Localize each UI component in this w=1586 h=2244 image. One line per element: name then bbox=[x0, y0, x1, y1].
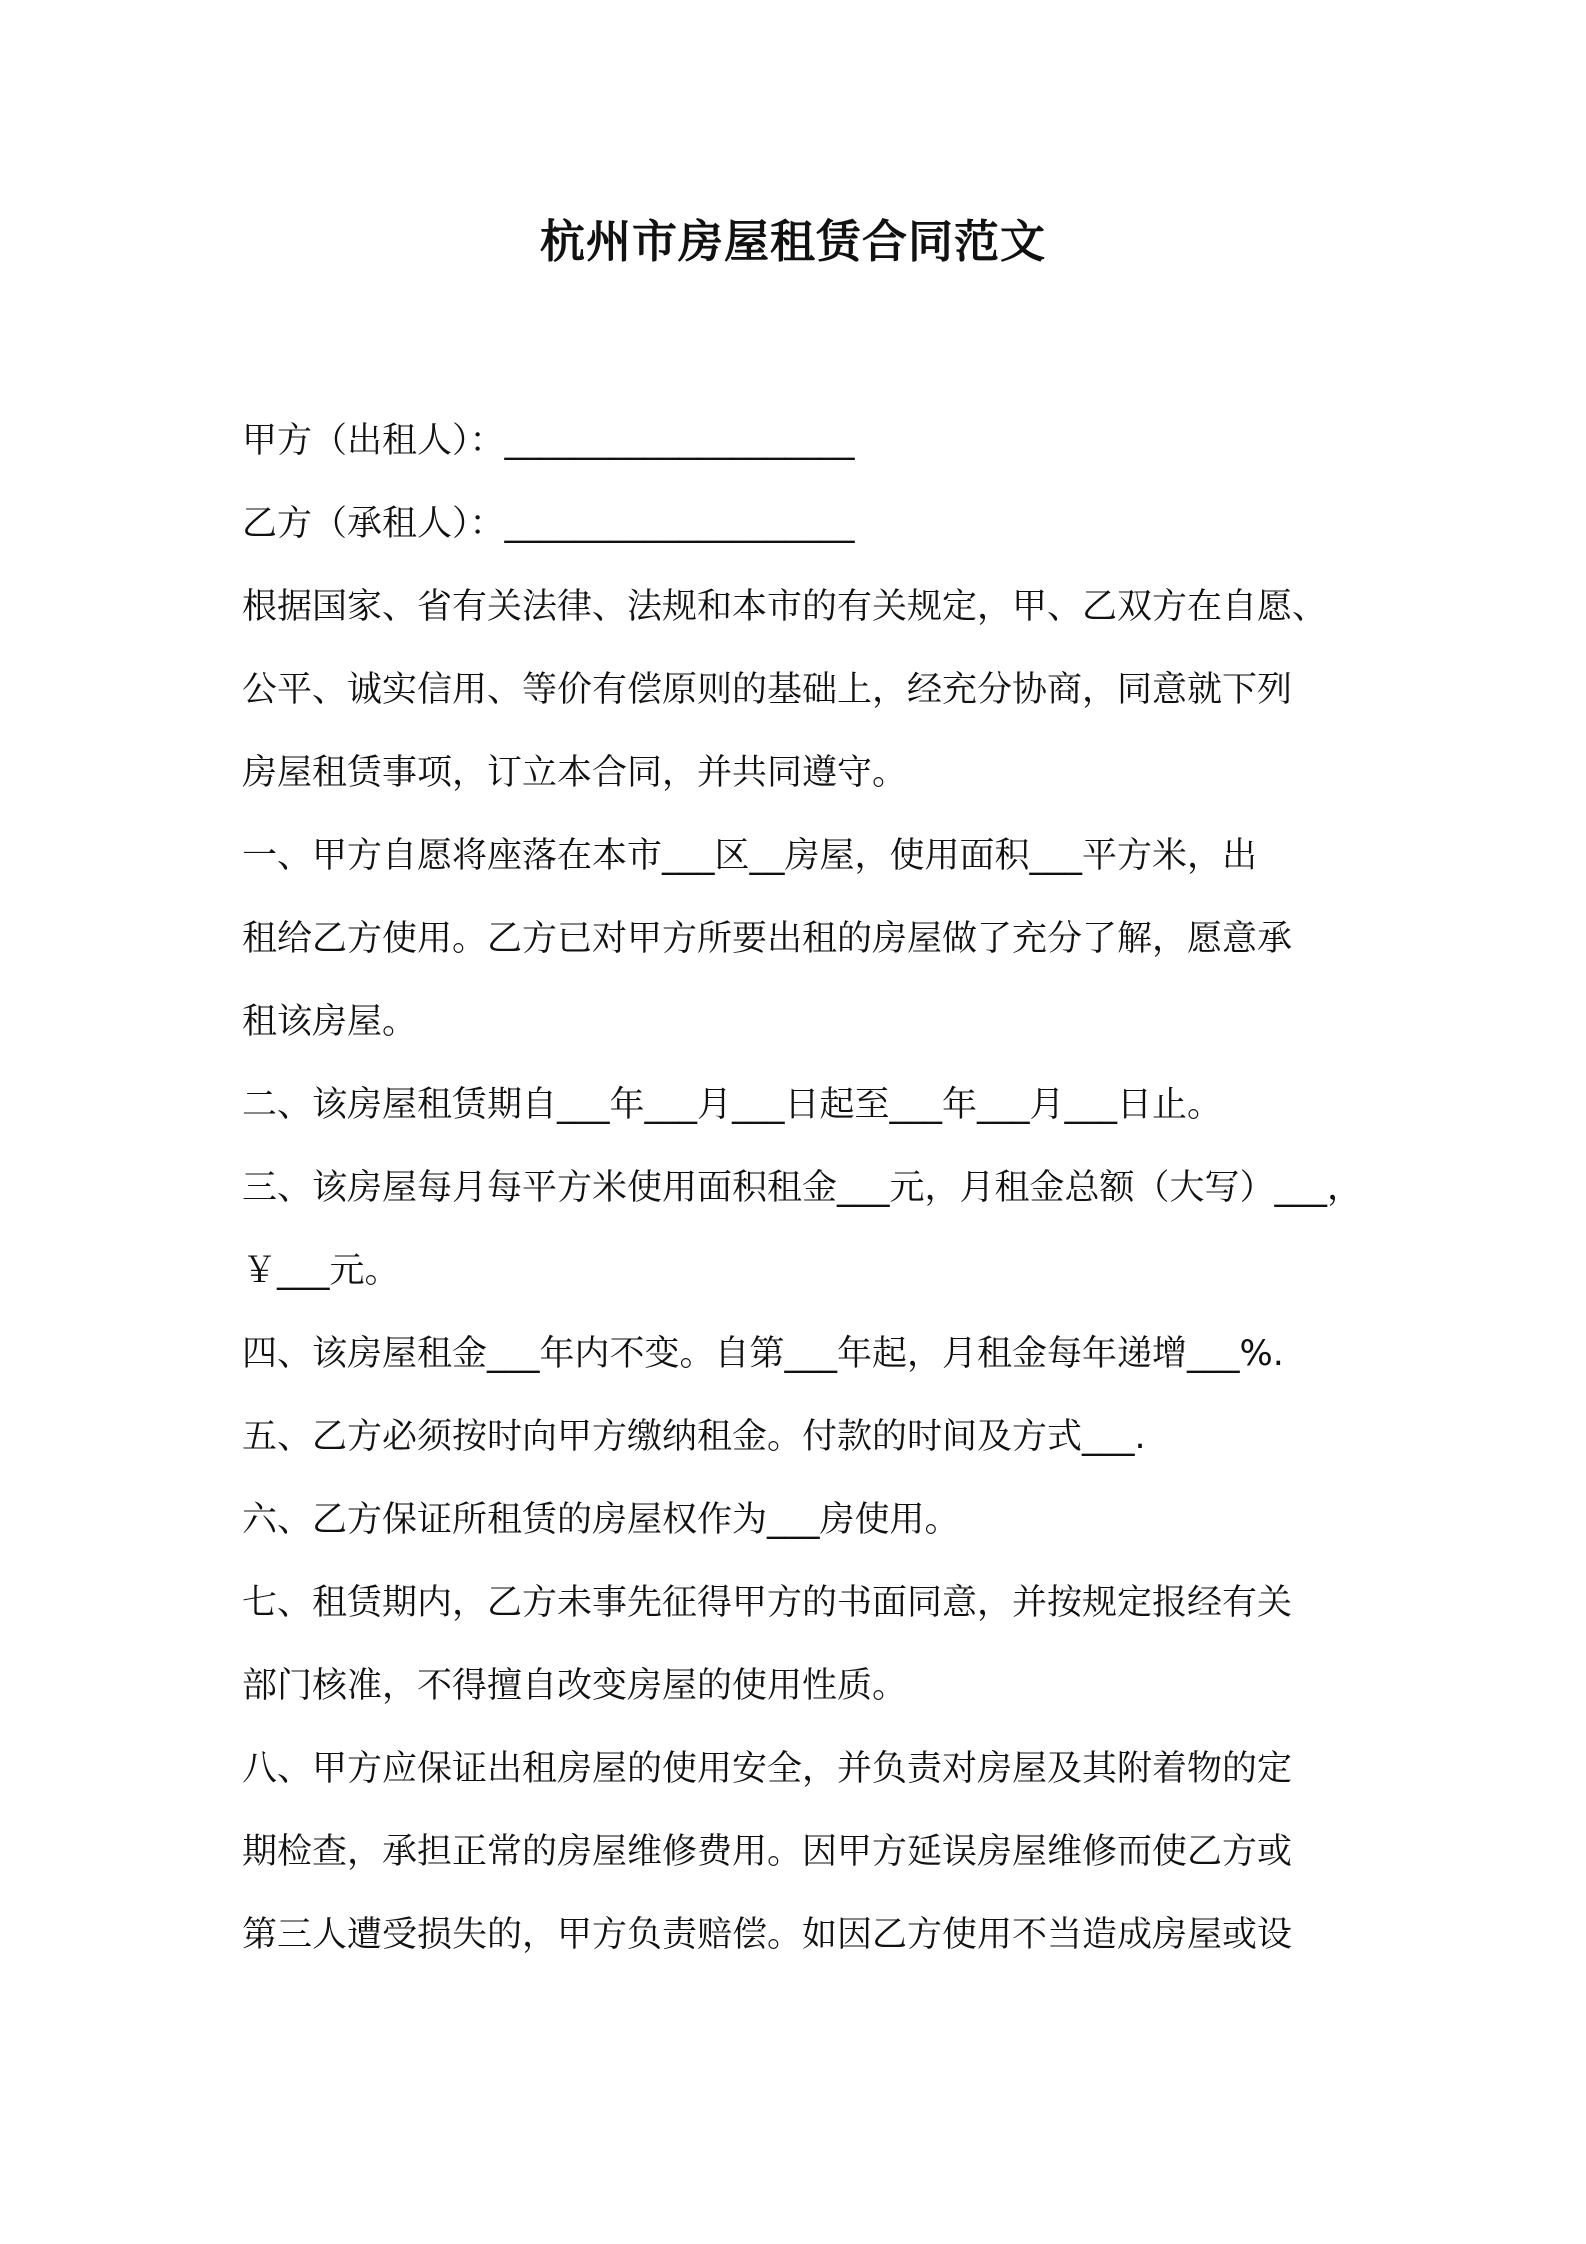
text-line: 公平、诚实信用、等价有偿原则的基础上，经充分协商，同意就下列 bbox=[242, 670, 1293, 710]
text-line: 三、该房屋每月每平方米使用面积租金___元，月租金总额（大写）___， bbox=[242, 1168, 1363, 1208]
text-line: 八、甲方应保证出租房屋的使用安全，并负责对房屋及其附着物的定 bbox=[242, 1749, 1293, 1789]
text-line: 四、该房屋租金___年内不变。自第___年起，月租金每年递增___%. bbox=[242, 1334, 1284, 1374]
text-line: 五、乙方必须按时向甲方缴纳租金。付款的时间及方式___. bbox=[242, 1417, 1146, 1457]
document-title: 杭州市房屋租赁合同范文 bbox=[539, 215, 1046, 268]
text-line: 一、甲方自愿将座落在本市___区__房屋，使用面积___平方米，出 bbox=[242, 836, 1258, 876]
text-line: 房屋租赁事项，订立本合同，并共同遵守。 bbox=[242, 753, 908, 793]
text-line: 部门核准，不得擅自改变房屋的使用性质。 bbox=[242, 1666, 908, 1706]
document-body bbox=[242, 400, 1364, 1977]
text-line: 乙方（承租人）：____________________ bbox=[242, 504, 855, 544]
text-line: 二、该房屋租赁期自___年___月___日起至___年___月___日止。 bbox=[242, 1085, 1223, 1125]
text-line: 租给乙方使用。乙方已对甲方所要出租的房屋做了充分了解，愿意承 bbox=[242, 919, 1293, 959]
text-line: 根据国家、省有关法律、法规和本市的有关规定，甲、乙双方在自愿、 bbox=[242, 587, 1328, 627]
text-line: ￥___元。 bbox=[242, 1251, 400, 1291]
text-line: 七、租赁期内，乙方未事先征得甲方的书面同意，并按规定报经有关 bbox=[242, 1583, 1293, 1623]
text-line: 第三人遭受损失的，甲方负责赔偿。如因乙方使用不当造成房屋或设 bbox=[242, 1915, 1293, 1955]
text-line: 甲方（出租人）：____________________ bbox=[242, 421, 855, 461]
text-line: 六、乙方保证所租赁的房屋权作为___房使用。 bbox=[242, 1500, 960, 1540]
text-line: 租该房屋。 bbox=[242, 1002, 418, 1042]
text-line: 期检查，承担正常的房屋维修费用。因甲方延误房屋维修而使乙方或 bbox=[242, 1832, 1293, 1872]
